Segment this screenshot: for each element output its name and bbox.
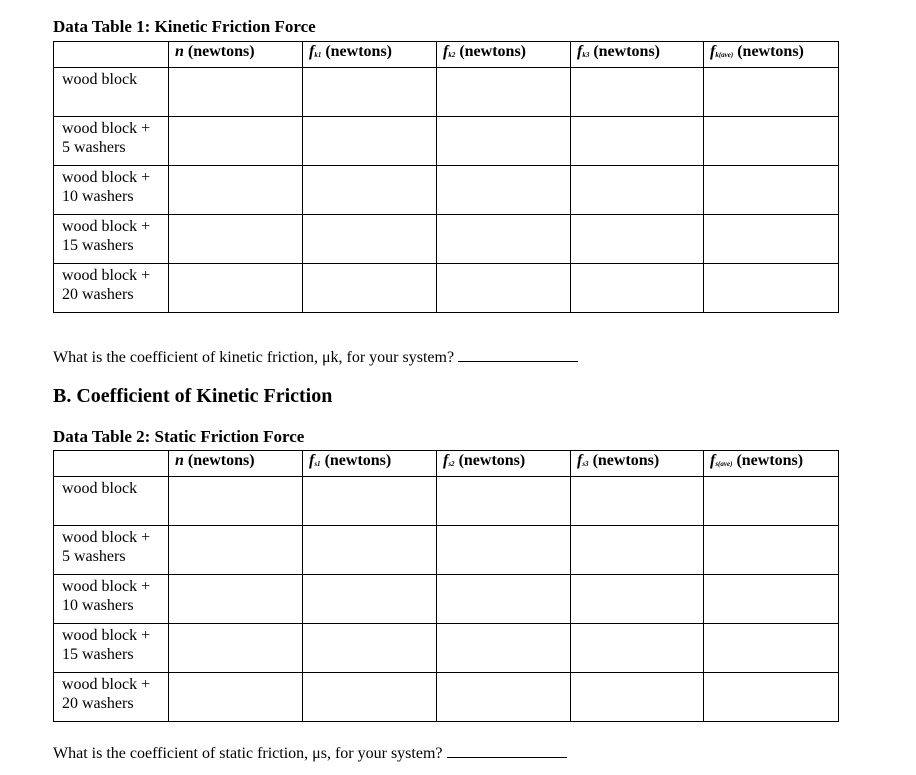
row-label: wood block + 20 washers (54, 264, 169, 313)
data-cell[interactable] (704, 575, 839, 624)
row-label: wood block (54, 477, 169, 526)
data-cell[interactable] (303, 166, 437, 215)
data-cell[interactable] (303, 575, 437, 624)
table-row (54, 68, 839, 117)
table1-header-row (54, 42, 839, 68)
data-cell[interactable] (571, 117, 704, 166)
table-row (54, 575, 839, 624)
data-cell[interactable] (169, 264, 303, 313)
static-friction-table (53, 450, 839, 722)
table2-title: Data Table 2: Static Friction Force (53, 427, 305, 446)
table-row (54, 166, 839, 215)
table-row (54, 673, 839, 722)
data-cell[interactable] (169, 477, 303, 526)
data-cell[interactable] (169, 673, 303, 722)
table-row (54, 117, 839, 166)
kinetic-coefficient-question: What is the coefficient of kinetic friction, μk, for your system? (53, 347, 578, 367)
data-cell[interactable] (303, 264, 437, 313)
data-cell[interactable] (704, 477, 839, 526)
table-row (54, 526, 839, 575)
data-cell[interactable] (704, 526, 839, 575)
data-cell[interactable] (169, 117, 303, 166)
data-cell[interactable] (704, 68, 839, 117)
data-cell[interactable] (704, 166, 839, 215)
data-cell[interactable] (303, 624, 437, 673)
data-cell[interactable] (571, 264, 704, 313)
data-cell[interactable] (571, 477, 704, 526)
data-cell[interactable] (437, 624, 571, 673)
data-cell[interactable] (303, 673, 437, 722)
table-row (54, 264, 839, 313)
data-cell[interactable] (571, 673, 704, 722)
data-cell[interactable] (437, 215, 571, 264)
data-cell[interactable] (704, 117, 839, 166)
table2-header-fs-ave: fs(ave) (newtons) (704, 451, 839, 477)
table1-title: Data Table 1: Kinetic Friction Force (53, 17, 316, 36)
data-cell[interactable] (169, 215, 303, 264)
table2-header-row (54, 451, 839, 477)
data-cell[interactable] (437, 575, 571, 624)
data-cell[interactable] (571, 575, 704, 624)
row-label: wood block + 15 washers (54, 215, 169, 264)
data-cell[interactable] (169, 575, 303, 624)
row-label: wood block + 5 washers (54, 526, 169, 575)
table2-header-fs1: fs1 (newtons) (303, 451, 437, 477)
data-cell[interactable] (704, 264, 839, 313)
data-cell[interactable] (303, 68, 437, 117)
row-label: wood block + 5 washers (54, 117, 169, 166)
data-cell[interactable] (303, 215, 437, 264)
row-label: wood block (54, 68, 169, 117)
table2-header-fs2: fs2 (newtons) (437, 451, 571, 477)
table1-corner-cell (54, 42, 169, 68)
data-cell[interactable] (437, 166, 571, 215)
row-label: wood block + 20 washers (54, 673, 169, 722)
data-cell[interactable] (169, 68, 303, 117)
data-cell[interactable] (303, 117, 437, 166)
data-cell[interactable] (571, 526, 704, 575)
data-cell[interactable] (437, 673, 571, 722)
data-cell[interactable] (704, 624, 839, 673)
data-cell[interactable] (169, 166, 303, 215)
section-b-heading: B. Coefficient of Kinetic Friction (53, 385, 333, 407)
table1-header-fk3: fk3 (newtons) (571, 42, 704, 68)
data-cell[interactable] (169, 624, 303, 673)
table1-header-fk-ave: fk(ave) (newtons) (704, 42, 839, 68)
data-cell[interactable] (571, 68, 704, 117)
static-coefficient-question: What is the coefficient of static friction, μs, for your system? (53, 743, 567, 763)
data-cell[interactable] (704, 673, 839, 722)
data-cell[interactable] (437, 477, 571, 526)
table2-header-normal-force: n (newtons) (169, 451, 303, 477)
data-cell[interactable] (437, 264, 571, 313)
table1-header-normal-force: n (newtons) (169, 42, 303, 68)
table2-corner-cell (54, 451, 169, 477)
data-cell[interactable] (437, 117, 571, 166)
table-row (54, 215, 839, 264)
table-row (54, 477, 839, 526)
row-label: wood block + 10 washers (54, 575, 169, 624)
table2-header-fs3: fs3 (newtons) (571, 451, 704, 477)
table1-header-fk2: fk2 (newtons) (437, 42, 571, 68)
data-cell[interactable] (437, 526, 571, 575)
kinetic-friction-table (53, 41, 839, 313)
data-cell[interactable] (303, 526, 437, 575)
kinetic-coefficient-answer-line[interactable] (458, 347, 578, 362)
data-cell[interactable] (571, 215, 704, 264)
row-label: wood block + 15 washers (54, 624, 169, 673)
data-cell[interactable] (437, 68, 571, 117)
data-cell[interactable] (571, 166, 704, 215)
data-cell[interactable] (704, 215, 839, 264)
table-row (54, 624, 839, 673)
data-cell[interactable] (571, 624, 704, 673)
table1-header-fk1: fk1 (newtons) (303, 42, 437, 68)
static-coefficient-answer-line[interactable] (447, 743, 567, 758)
data-cell[interactable] (303, 477, 437, 526)
data-cell[interactable] (169, 526, 303, 575)
row-label: wood block + 10 washers (54, 166, 169, 215)
